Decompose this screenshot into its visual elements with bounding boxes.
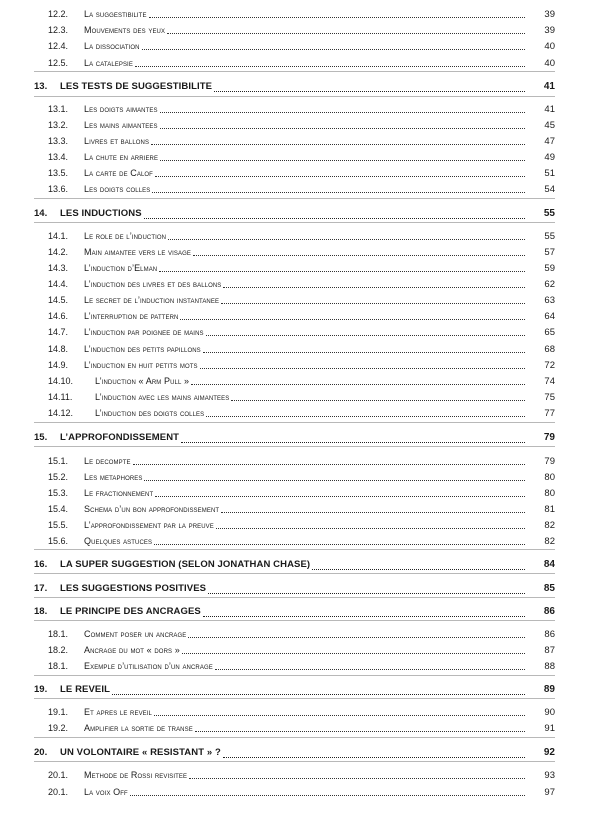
toc-chapter-entry[interactable]: [0, 604, 591, 620]
toc-entry-title: La suggestibilite: [84, 9, 147, 19]
toc-entry-title: Main aimantee vers le visage: [84, 247, 191, 257]
toc-entry-number: 19.: [34, 684, 48, 695]
toc-entry-title: L’induction d’Elman: [84, 263, 158, 273]
toc-section-entry[interactable]: [0, 118, 591, 132]
toc-entry-number: 14.4.: [48, 279, 69, 289]
toc-dot-leader: [180, 317, 525, 320]
toc-section-entry[interactable]: [0, 659, 591, 673]
toc-dot-leader: [181, 440, 525, 443]
toc-dot-leader: [221, 510, 525, 513]
toc-dot-leader: [130, 793, 525, 796]
toc-dot-leader: [206, 414, 525, 417]
toc-page-number: 49: [544, 152, 555, 163]
toc-entry-title: Mouvements des yeux: [84, 25, 166, 35]
toc-page-number: 85: [543, 583, 555, 594]
toc-page-number: 59: [544, 263, 555, 274]
toc-entry-title: La catalepsie: [84, 58, 133, 68]
toc-entry-title: L’induction des petits papillons: [84, 344, 201, 354]
section-divider: [34, 222, 555, 223]
toc-dot-leader: [203, 350, 525, 353]
toc-entry-title: Comment poser un ancrage: [84, 629, 187, 639]
toc-section-entry[interactable]: [0, 166, 591, 180]
toc-dot-leader: [155, 174, 525, 177]
toc-entry-number: 19.2.: [48, 723, 69, 733]
toc-entry-number: 13.: [34, 81, 48, 92]
toc-dot-leader: [168, 237, 525, 240]
section-divider: [34, 675, 555, 676]
toc-entry-number: 14.10.: [48, 376, 74, 386]
toc-chapter-entry[interactable]: [0, 206, 591, 222]
toc-entry-number: 14.5.: [48, 295, 69, 305]
toc-dot-leader: [231, 398, 525, 401]
toc-dot-leader: [223, 755, 525, 758]
toc-entry-number: 19.1.: [48, 707, 69, 717]
toc-section-entry[interactable]: [0, 150, 591, 164]
toc-entry-title: Quelques astuces: [84, 536, 153, 546]
section-divider: [34, 573, 555, 574]
toc-entry-title: Methode de Rossi revisitee: [84, 770, 188, 780]
toc-chapter-entry[interactable]: [0, 79, 591, 95]
toc-section-entry[interactable]: [0, 7, 591, 21]
toc-entry-number: 18.2.: [48, 645, 69, 655]
toc-entry-number: 20.1.: [48, 770, 69, 780]
toc-entry-number: 14.1.: [48, 231, 69, 241]
toc-chapter-entry[interactable]: [0, 581, 591, 597]
toc-section-entry[interactable]: [0, 390, 591, 404]
toc-section-entry[interactable]: [0, 486, 591, 500]
toc-entry-title: L’induction avec les mains aimantees: [95, 392, 230, 402]
toc-section-entry[interactable]: [0, 23, 591, 37]
toc-page-number: 79: [543, 432, 555, 443]
toc-dot-leader: [182, 651, 525, 654]
toc-chapter-entry[interactable]: [0, 430, 591, 446]
toc-section-entry[interactable]: [0, 342, 591, 356]
toc-entry-title: LES SUGGESTIONS POSITIVES: [60, 583, 207, 594]
toc-section-entry[interactable]: [0, 245, 591, 259]
toc-page-number: 82: [544, 520, 555, 531]
toc-entry-title: LES INDUCTIONS: [60, 208, 142, 219]
toc-entry-number: 13.3.: [48, 136, 69, 146]
toc-entry-number: 14.2.: [48, 247, 69, 257]
toc-page-number: 74: [544, 376, 555, 387]
toc-entry-number: 13.1.: [48, 104, 69, 114]
toc-entry-title: Le fractionnement: [84, 488, 154, 498]
toc-page-number: 82: [544, 536, 555, 547]
toc-section-entry[interactable]: [0, 768, 591, 782]
toc-dot-leader: [223, 285, 525, 288]
toc-entry-title: Livres et ballons: [84, 136, 150, 146]
toc-dot-leader: [135, 64, 525, 67]
toc-page-number: 55: [543, 208, 555, 219]
toc-dot-leader: [152, 190, 525, 193]
toc-page-number: 80: [544, 472, 555, 483]
section-divider: [34, 597, 555, 598]
toc-section-entry[interactable]: [0, 785, 591, 799]
toc-section-entry[interactable]: [0, 374, 591, 388]
toc-entry-title: Les doigts aimantes: [84, 104, 158, 114]
toc-entry-number: 14.3.: [48, 263, 69, 273]
toc-dot-leader: [188, 635, 525, 638]
toc-page-number: 57: [544, 247, 555, 258]
toc-entry-number: 18.1.: [48, 661, 69, 671]
toc-page-number: 39: [544, 25, 555, 36]
toc-entry-title: L’induction des doigts colles: [95, 408, 205, 418]
toc-dot-leader: [149, 15, 525, 18]
toc-dot-leader: [195, 729, 525, 732]
toc-entry-number: 15.3.: [48, 488, 69, 498]
toc-dot-leader: [216, 526, 525, 529]
toc-entry-title: L’induction par poignee de mains: [84, 327, 204, 337]
toc-entry-title: L’interruption de pattern: [84, 311, 179, 321]
toc-section-entry[interactable]: [0, 325, 591, 339]
toc-section-entry[interactable]: [0, 502, 591, 516]
toc-section-entry[interactable]: [0, 643, 591, 657]
toc-section-entry[interactable]: [0, 261, 591, 275]
toc-dot-leader: [167, 31, 525, 34]
toc-page-number: 65: [544, 327, 555, 338]
toc-dot-leader: [193, 253, 525, 256]
toc-entry-number: 18.1.: [48, 629, 69, 639]
toc-section-entry[interactable]: [0, 406, 591, 420]
toc-entry-title: LE PRINCIPE DES ANCRAGES: [60, 606, 201, 617]
section-divider: [34, 96, 555, 97]
toc-section-entry[interactable]: [0, 454, 591, 468]
toc-dot-leader: [154, 713, 525, 716]
toc-chapter-entry[interactable]: [0, 745, 591, 761]
toc-entry-number: 14.: [34, 208, 48, 219]
toc-entry-title: Le decompte: [84, 456, 131, 466]
toc-page-number: 77: [544, 408, 555, 419]
toc-dot-leader: [191, 382, 525, 385]
toc-entry-number: 15.6.: [48, 536, 69, 546]
toc-entry-title: Ancrage du mot « dors »: [84, 645, 180, 655]
toc-entry-number: 18.: [34, 606, 48, 617]
toc-dot-leader: [206, 333, 525, 336]
toc-dot-leader: [160, 158, 525, 161]
toc-entry-title: Schema d’un bon approfondissement: [84, 504, 220, 514]
toc-section-entry[interactable]: [0, 627, 591, 641]
toc-page-number: 93: [544, 770, 555, 781]
toc-dot-leader: [203, 614, 525, 617]
toc-dot-leader: [151, 142, 525, 145]
toc-page-number: 88: [544, 661, 555, 672]
toc-entry-number: 12.4.: [48, 41, 69, 51]
toc-entry-number: 13.4.: [48, 152, 69, 162]
toc-page-number: 87: [544, 645, 555, 656]
toc-entry-title: L’induction « Arm Pull »: [95, 376, 190, 386]
toc-section-entry[interactable]: [0, 182, 591, 196]
section-divider: [34, 71, 555, 72]
toc-entry-number: 15.5.: [48, 520, 69, 530]
toc-entry-title: Amplifier la sortie de transe: [84, 723, 193, 733]
toc-entry-title: LA SUPER SUGGESTION (SELON JONATHAN CHASE): [60, 559, 311, 570]
section-divider: [34, 422, 555, 423]
toc-section-entry[interactable]: [0, 721, 591, 735]
toc-entry-number: 14.7.: [48, 327, 69, 337]
toc-entry-title: LES TESTS DE SUGGESTIBILITE: [60, 81, 213, 92]
toc-entry-title: La carte de Calof: [84, 168, 153, 178]
toc-chapter-entry[interactable]: [0, 557, 591, 573]
toc-dot-leader: [214, 89, 525, 92]
toc-dot-leader: [142, 47, 525, 50]
toc-dot-leader: [144, 216, 525, 219]
toc-section-entry[interactable]: [0, 229, 591, 243]
toc-entry-title: L’approfondissement par la preuve: [84, 520, 214, 530]
toc-entry-title: LE REVEIL: [60, 684, 110, 695]
toc-entry-title: La dissociation: [84, 41, 140, 51]
toc-entry-number: 20.: [34, 747, 48, 758]
toc-page-number: 72: [544, 360, 555, 371]
toc-entry-number: 20.1.: [48, 787, 69, 797]
toc-page-number: 62: [544, 279, 555, 290]
section-divider: [34, 446, 555, 447]
toc-page-number: 89: [543, 684, 555, 695]
toc-dot-leader: [189, 776, 525, 779]
toc-dot-leader: [160, 110, 525, 113]
toc-entry-number: 12.5.: [48, 58, 69, 68]
toc-entry-title: L’induction en huit petits mots: [84, 360, 198, 370]
toc-section-entry[interactable]: [0, 518, 591, 532]
toc-entry-title: Le role de l’induction: [84, 231, 167, 241]
toc-page-number: 54: [544, 184, 555, 195]
toc-section-entry[interactable]: [0, 534, 591, 548]
toc-page-number: 92: [543, 747, 555, 758]
toc-section-entry[interactable]: [0, 102, 591, 116]
toc-dot-leader: [159, 269, 525, 272]
toc-page-number: 51: [544, 168, 555, 179]
toc-dot-leader: [154, 542, 525, 545]
toc-dot-leader: [133, 462, 525, 465]
toc-entry-number: 15.1.: [48, 456, 69, 466]
toc-entry-title: L’induction des livres et des ballons: [84, 279, 222, 289]
section-divider: [34, 198, 555, 199]
toc-page-number: 39: [544, 9, 555, 20]
section-divider: [34, 620, 555, 621]
section-divider: [34, 761, 555, 762]
toc-page-number: 97: [544, 787, 555, 798]
toc-page-number: 45: [544, 120, 555, 131]
toc-entry-number: 13.2.: [48, 120, 69, 130]
toc-dot-leader: [221, 301, 525, 304]
toc-entry-title: L’APPROFONDISSEMENT: [60, 432, 180, 443]
toc-entry-number: 15.2.: [48, 472, 69, 482]
toc-section-entry[interactable]: [0, 705, 591, 719]
toc-section-entry[interactable]: [0, 134, 591, 148]
toc-section-entry[interactable]: [0, 470, 591, 484]
toc-page-number: 68: [544, 344, 555, 355]
toc-section-entry[interactable]: [0, 358, 591, 372]
toc-page-number: 40: [544, 41, 555, 52]
toc-section-entry[interactable]: [0, 56, 591, 70]
toc-entry-title: UN VOLONTAIRE « RESISTANT » ?: [60, 747, 221, 758]
toc-entry-number: 14.12.: [48, 408, 74, 418]
toc-page-number: 40: [544, 58, 555, 69]
toc-page-number: 41: [544, 104, 555, 115]
toc-entry-number: 15.4.: [48, 504, 69, 514]
toc-page-number: 86: [544, 629, 555, 640]
toc-page-number: 41: [543, 81, 555, 92]
toc-entry-number: 14.6.: [48, 311, 69, 321]
toc-entry-title: Les mains aimantees: [84, 120, 158, 130]
toc-section-entry[interactable]: [0, 293, 591, 307]
toc-entry-number: 17.: [34, 583, 48, 594]
toc-chapter-entry[interactable]: [0, 682, 591, 698]
toc-entry-number: 14.11.: [48, 392, 73, 402]
toc-page-number: 90: [544, 707, 555, 718]
toc-page-number: 86: [543, 606, 555, 617]
toc-section-entry[interactable]: [0, 39, 591, 53]
toc-page-number: 47: [544, 136, 555, 147]
toc-page-number: 79: [544, 456, 555, 467]
toc-dot-leader: [312, 567, 525, 570]
toc-page-number: 75: [544, 392, 555, 403]
toc-entry-number: 14.9.: [48, 360, 69, 370]
toc-entry-number: 14.8.: [48, 344, 69, 354]
toc-entry-title: La chute en arriere: [84, 152, 159, 162]
section-divider: [34, 737, 555, 738]
toc-page-number: 63: [544, 295, 555, 306]
toc-page-number: 80: [544, 488, 555, 499]
toc-dot-leader: [160, 126, 525, 129]
toc-page-number: 81: [544, 504, 555, 515]
toc-entry-title: Les doigts colles: [84, 184, 151, 194]
toc-dot-leader: [200, 366, 525, 369]
toc-section-entry[interactable]: [0, 277, 591, 291]
toc-entry-title: La voix Off: [84, 787, 128, 797]
toc-entry-number: 12.3.: [48, 25, 69, 35]
toc-dot-leader: [215, 667, 525, 670]
section-divider: [34, 698, 555, 699]
toc-page-number: 84: [543, 559, 555, 570]
toc-entry-number: 16.: [34, 559, 48, 570]
toc-entry-title: Exemple d’utilisation d’un ancrage: [84, 661, 213, 671]
toc-dot-leader: [144, 478, 525, 481]
toc-page-number: 64: [544, 311, 555, 322]
toc-page-number: 55: [544, 231, 555, 242]
toc-entry-number: 15.: [34, 432, 48, 443]
toc-entry-title: Les metaphores: [84, 472, 143, 482]
toc-entry-title: Et apres le reveil: [84, 707, 152, 717]
toc-entry-number: 12.2.: [48, 9, 69, 19]
toc-entry-number: 13.5.: [48, 168, 69, 178]
toc-section-entry[interactable]: [0, 309, 591, 323]
toc-entry-number: 13.6.: [48, 184, 69, 194]
section-divider: [34, 549, 555, 550]
toc-dot-leader: [112, 692, 525, 695]
toc-page-number: 91: [544, 723, 555, 734]
toc-entry-title: Le secret de l’induction instantanee: [84, 295, 220, 305]
toc-dot-leader: [155, 494, 525, 497]
toc-dot-leader: [208, 591, 525, 594]
